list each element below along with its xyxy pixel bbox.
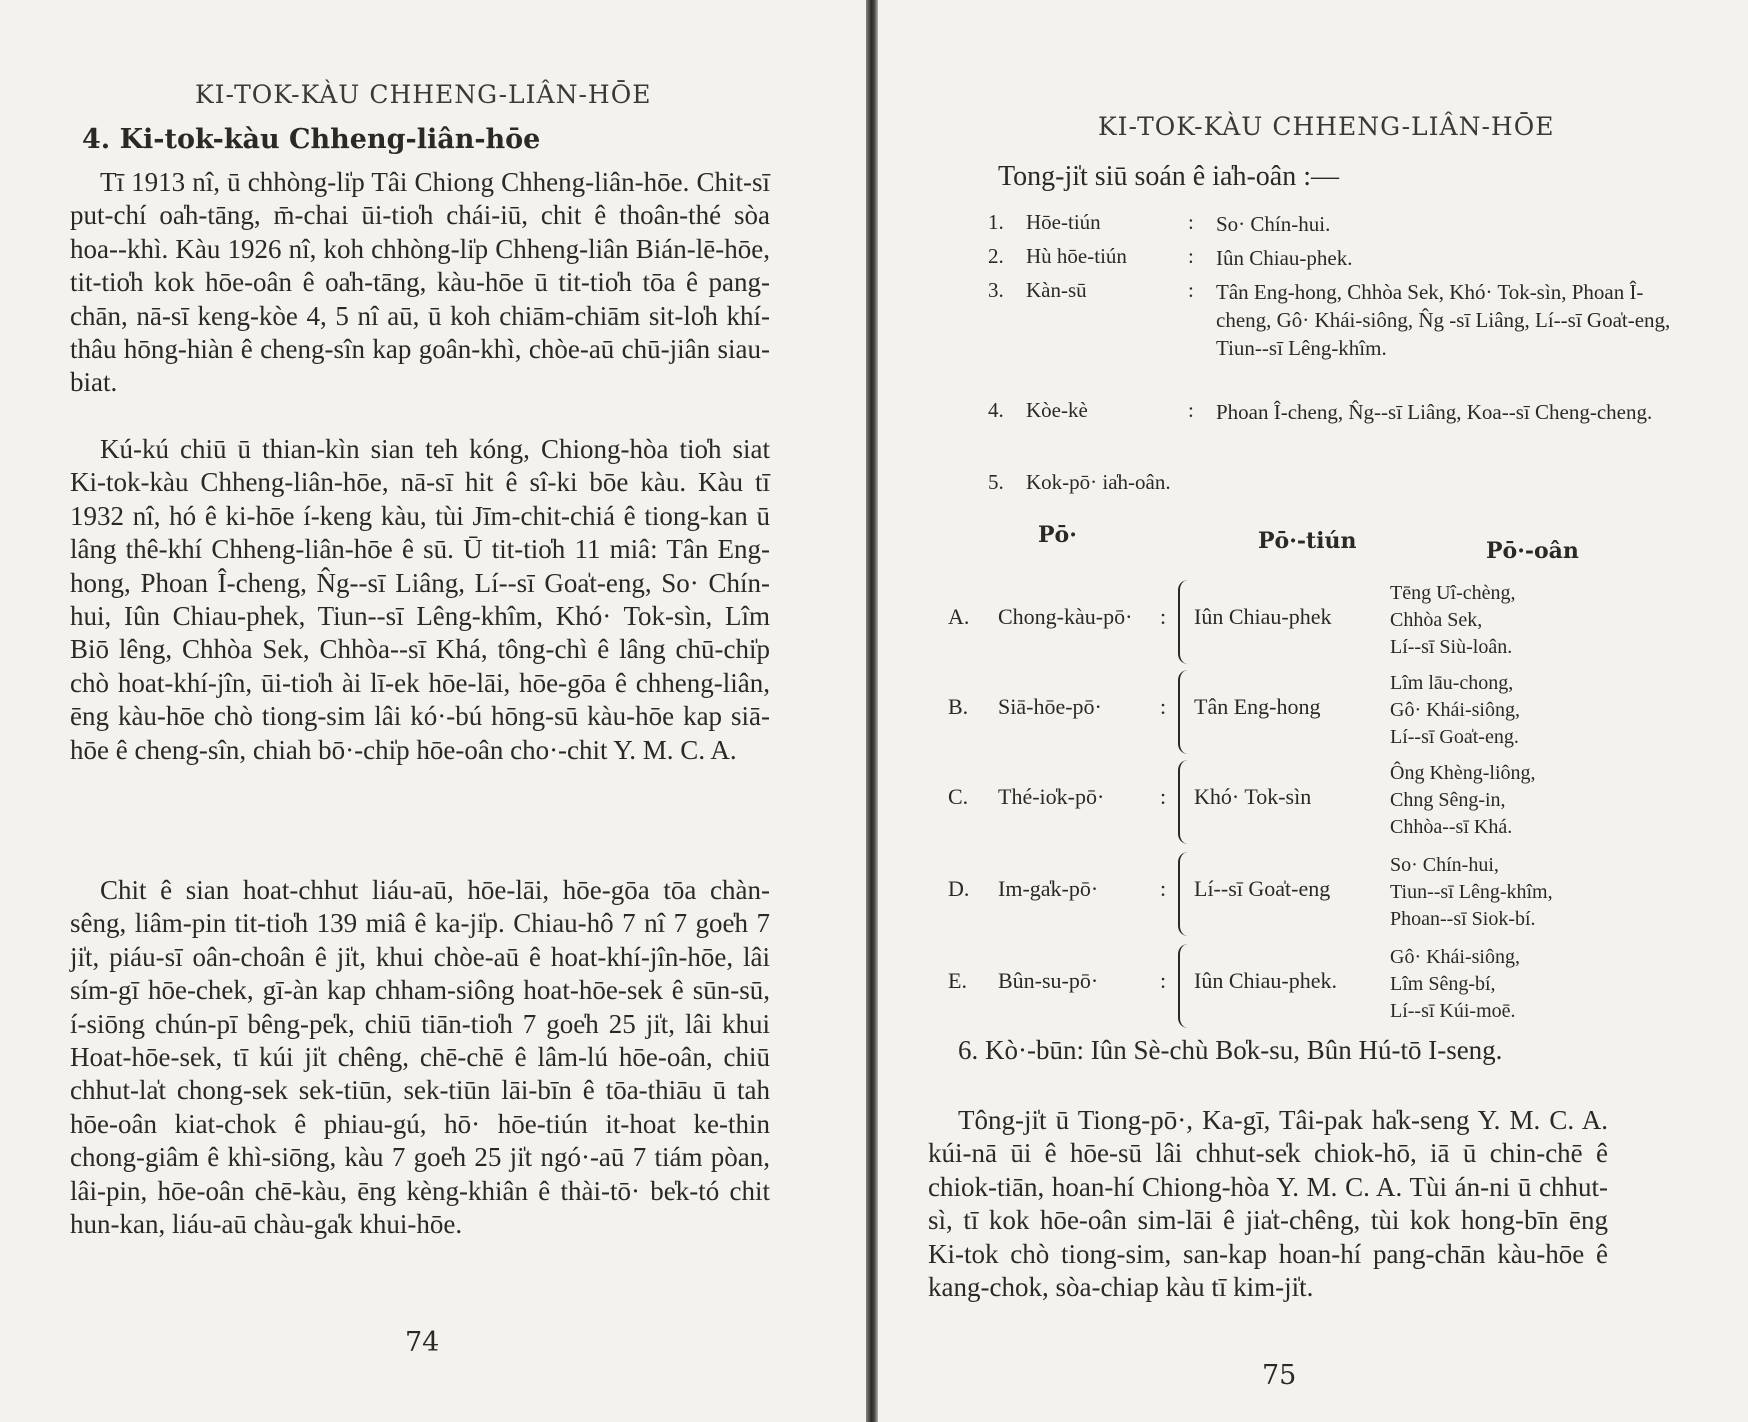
member: Lîm lāu-chong, — [1390, 672, 1514, 694]
member: Gô· Khái-siông, — [1390, 699, 1520, 721]
officer-line: 1. Hōe-tiún : So· Chín-hui. — [988, 210, 1738, 240]
right-page — [878, 0, 1748, 1422]
member: Tiun--sī Lêng-khîm, — [1390, 881, 1553, 903]
member: Lí--sī Kúi-moē. — [1390, 1000, 1516, 1022]
paragraph-3: Chit ê sian hoat-chhut liáu-aū, hōe-lāi, hōe-gōa tōa chàn-sêng, liâm-pin tit-tio̍h 139 miâ ê ka-ji̍p. Chiau-hô 7 nî 7 goe̍h 7 ji̍t, piáu-sī oân-choân ê ji̍t, khui chòe-aū ê hoat-khí-jîn-hōe, lâi sím-gī hōe-chek, gī-àn kap chham-siông hoat-hōe-sek ê sūn-sū, í-siōng chún-pī bêng-pe̍k, chiū tiān-tio̍h 7 goe̍h 25 ji̍t, lâi khui Hoat-hōe-sek, tī kúi ji̍t chêng, chē-chē ê lâm-lú hōe-oân, chiū chhut-la̍t chong-sek sek-tiūn, sek-tiūn lāi-bīn ê tōa-thiāu ū tah hōe-oân kiat-chok ê phiau-gú, hō· hōe-tiún it-hoat ke-thin chong-giâm ê khì-siōng, kàu 7 goe̍h 25 ji̍t ngó·-aū 7 tiám pòan, lâi-pin, hōe-oân chē-kàu, ēng kèng-khiân ê thài-tō· be̍k-tó chit hun-kan, liáu-aū chàu-ga̍k khui-hōe. — [70, 875, 770, 1240]
department-row: B. Siā-hōe-pō· : Tân Eng-hong Lîm lāu-chong, Gô· Khái-siông, Lí--sī Goa̍t-eng. — [948, 670, 1728, 766]
department-head: Khó· Tok-sìn — [1194, 784, 1312, 809]
department-name: Im-ga̍k-pō· — [998, 876, 1099, 901]
department-members — [1390, 670, 1520, 751]
section-6: 6. Kò·-būn: Iûn Sè-chù Bo̍k-su, Bûn Hú-tō I-seng. — [958, 1035, 1503, 1065]
department-letter: D. — [948, 876, 970, 901]
member: Ông Khèng-liông, — [1390, 762, 1536, 784]
member: Tēng Uî-chèng, — [1390, 582, 1516, 604]
officer-role: Kok-pō· ia̍h-oân. — [1026, 470, 1171, 494]
officer-number: 1. — [988, 210, 1004, 234]
department-row: E. Bûn-su-pō· : Iûn Chiau-phek. Gô· Khái-siông, Lîm Sêng-bí, Lí--sī Kúi-moē. — [948, 944, 1728, 1040]
book-gutter — [866, 0, 878, 1422]
paragraph-2: Kú-kú chiū ū thian-kìn sian teh kóng, Chiong-hòa tio̍h siat Ki-tok-kàu Chheng-liân-hōe, nā-sī hit ê sî-ki bōe kàu. Kàu tī 1932 nî, hó ê ki-hōe í-keng kàu, tùi Jīm-chit-chiá ê tiong-kan ū lâng thê-khí Chheng-liân-hōe ê sū. Ū tit-tio̍h 11 miâ: Tân Eng-hong, Phoan Î-cheng, N̂g--sī Liâng, Lí--sī Goa̍t-eng, So· Chín-hui, Iûn Chiau-phek, Tiun--sī Lêng-khîm, Khó· Tok-sìn, Lîm Biō lêng, Chhòa Sek, Chhòa--sī Khá, tông-chì ê lâng chū-chi̍p chò hoat-khí-jîn, ūi-tio̍h ài lī-ek hōe-lāi, hōe-gōa ê chheng-liân, ēng kàu-hōe chò tiong-sim lâi kó·-bú hōng-sū kàu-hōe kap siā-hōe ê cheng-sîn, chiah bō·-chi̍p hōe-oân cho·-chit Y. M. C. A. — [70, 434, 770, 765]
officer-role: Hù hōe-tiún — [1026, 244, 1127, 268]
department-letter: B. — [948, 694, 969, 719]
officer-number: 5. — [988, 470, 1004, 494]
running-head-left: KI-TOK-KÀU CHHENG-LIÂN-HŌE — [195, 80, 652, 109]
member: Chhòa Sek, — [1390, 609, 1483, 631]
department-members — [1390, 760, 1536, 841]
officer-names: Iûn Chiau-phek. — [1216, 246, 1353, 270]
page-number-right: 75 — [1262, 1360, 1297, 1391]
officer-line — [988, 470, 1738, 500]
page-number-left: 74 — [405, 1327, 440, 1358]
member: Lîm Sêng-bí, — [1390, 973, 1496, 995]
department-name: Thé-io̍k-pō· — [998, 784, 1105, 809]
officer-names: Phoan Î-cheng, N̂g--sī Liâng, Koa--sī Cheng-cheng. — [1216, 400, 1653, 424]
department-name: Bûn-su-pō· — [998, 968, 1099, 993]
member: Phoan--sī Siok-bí. — [1390, 908, 1536, 930]
officer-role: Hōe-tiún — [1026, 210, 1101, 234]
left-page — [0, 0, 866, 1422]
officer-line: 2. Hù hōe-tiún : Iûn Chiau-phek. — [988, 244, 1738, 274]
member: So· Chín-hui, — [1390, 854, 1499, 876]
table-header-head: Pō·-tiún — [1258, 528, 1357, 554]
closing-paragraph: Tông-ji̍t ū Tiong-pō·, Ka-gī, Tâi-pak ha̍k-seng Y. M. C. A. kúi-nā ūi ê hōe-sū lâi chhut-se̍k chiok-hō, iā ū chin-chē ê chiok-tiān, hoan-hí Chiong-hòa Y. M. C. A. Tùi án-ni ū chhut-sì, tī kok hōe-oân sim-lāi ê jia̍t-chêng, tùi kok hong-bīn ēng Ki-tok chò tiong-sim, san-kap hoan-hí pang-chān kàu-hōe ê kang-chok, sòa-chiap kàu tī kim-ji̍t. — [928, 1105, 1608, 1303]
department-name: Siā-hōe-pō· — [998, 694, 1102, 719]
department-members — [1390, 944, 1520, 1025]
officer-role: Kàn-sū — [1026, 278, 1087, 302]
officer-number: 4. — [988, 398, 1004, 422]
department-head: Iûn Chiau-phek — [1194, 604, 1332, 629]
department-row: C. Thé-io̍k-pō· : Khó· Tok-sìn Ông Khèng-liông, Chng Sêng-in, Chhòa--sī Khá. — [948, 760, 1728, 856]
department-members — [1390, 580, 1516, 661]
brace — [1178, 760, 1190, 844]
brace — [1178, 852, 1190, 936]
officer-line: 3. Kàn-sū : Tân Eng-hong, Chhòa Sek, Khó· Tok-sìn, Phoan Î-cheng, Gô· Khái-siông, N̂g -sī Liâng, Lí--sī Goa̍t-eng, Tiun--sī Lêng-khîm. — [988, 278, 1738, 390]
department-letter: E. — [948, 968, 967, 993]
officer-names: So· Chín-hui. — [1216, 212, 1331, 236]
officer-role: Kòe-kè — [1026, 398, 1088, 422]
department-members — [1390, 852, 1553, 933]
brace — [1178, 670, 1190, 754]
department-letter: C. — [948, 784, 969, 809]
member: Chng Sêng-in, — [1390, 789, 1506, 811]
department-head: Tân Eng-hong — [1194, 694, 1321, 719]
department-head: Lí--sī Goa̍t-eng — [1194, 876, 1331, 901]
running-head-right: KI-TOK-KÀU CHHENG-LIÂN-HŌE — [1098, 112, 1555, 141]
department-head: Iûn Chiau-phek. — [1194, 968, 1337, 993]
table-header-members: Pō·-oân — [1486, 538, 1579, 564]
paragraph-1: Tī 1913 nî, ū chhòng-li̍p Tâi Chiong Chheng-liân-hōe. Chit-sī put-chí oa̍h-tāng, m̄-chai ūi-tio̍h chái-iū, chit ê thoân-thé sòa hoa--khì. Kàu 1926 nî, koh chhòng-li̍p Chheng-liân Bián-lē-hōe, tit-tio̍h kok hōe-oân ê oa̍h-tāng, kàu-hōe ū tit-tio̍h tōa ê pang-chān, nā-sī keng-kòe 4, 5 nî aū, ū koh chiām-chiām sit-lo̍h khí-thâu hōng-hiàn ê cheng-sîn kap goân-khì, chòe-aū chū-jiân siau-biat. — [70, 167, 770, 398]
officer-number: 3. — [988, 278, 1004, 302]
table-header-dept: Pō· — [1038, 522, 1077, 548]
member: Gô· Khái-siông, — [1390, 946, 1520, 968]
department-name: Chong-kàu-pō· — [998, 604, 1133, 629]
officers-intro: Tong-ji̍t siū soán ê ia̍h-oân :— — [998, 161, 1339, 192]
officer-number: 2. — [988, 244, 1004, 268]
department-row: A. Chong-kàu-pō· : Iûn Chiau-phek Tēng Uî-chèng, Chhòa Sek, Lí--sī Siù-loân. — [948, 580, 1728, 676]
department-row: D. Im-ga̍k-pō· : Lí--sī Goa̍t-eng So· Chín-hui, Tiun--sī Lêng-khîm, Phoan--sī Siok-bí. — [948, 852, 1728, 948]
officer-names: Tân Eng-hong, Chhòa Sek, Khó· Tok-sìn, Phoan Î-cheng, Gô· Khái-siông, N̂g -sī Liâng, Lí--sī Goa̍t-eng, Tiun--sī Lêng-khîm. — [1216, 280, 1671, 360]
member: Lí--sī Siù-loân. — [1390, 636, 1513, 658]
member: Lí--sī Goa̍t-eng. — [1390, 726, 1519, 748]
section-title: 4. Ki-tok-kàu Chheng-liân-hōe — [82, 124, 541, 155]
member: Chhòa--sī Khá. — [1390, 816, 1513, 838]
department-letter: A. — [948, 604, 970, 629]
brace — [1178, 944, 1190, 1028]
brace — [1178, 580, 1190, 664]
officer-line: 4. Kòe-kè : Phoan Î-cheng, N̂g--sī Liâng, Koa--sī Cheng-cheng. — [988, 398, 1738, 458]
